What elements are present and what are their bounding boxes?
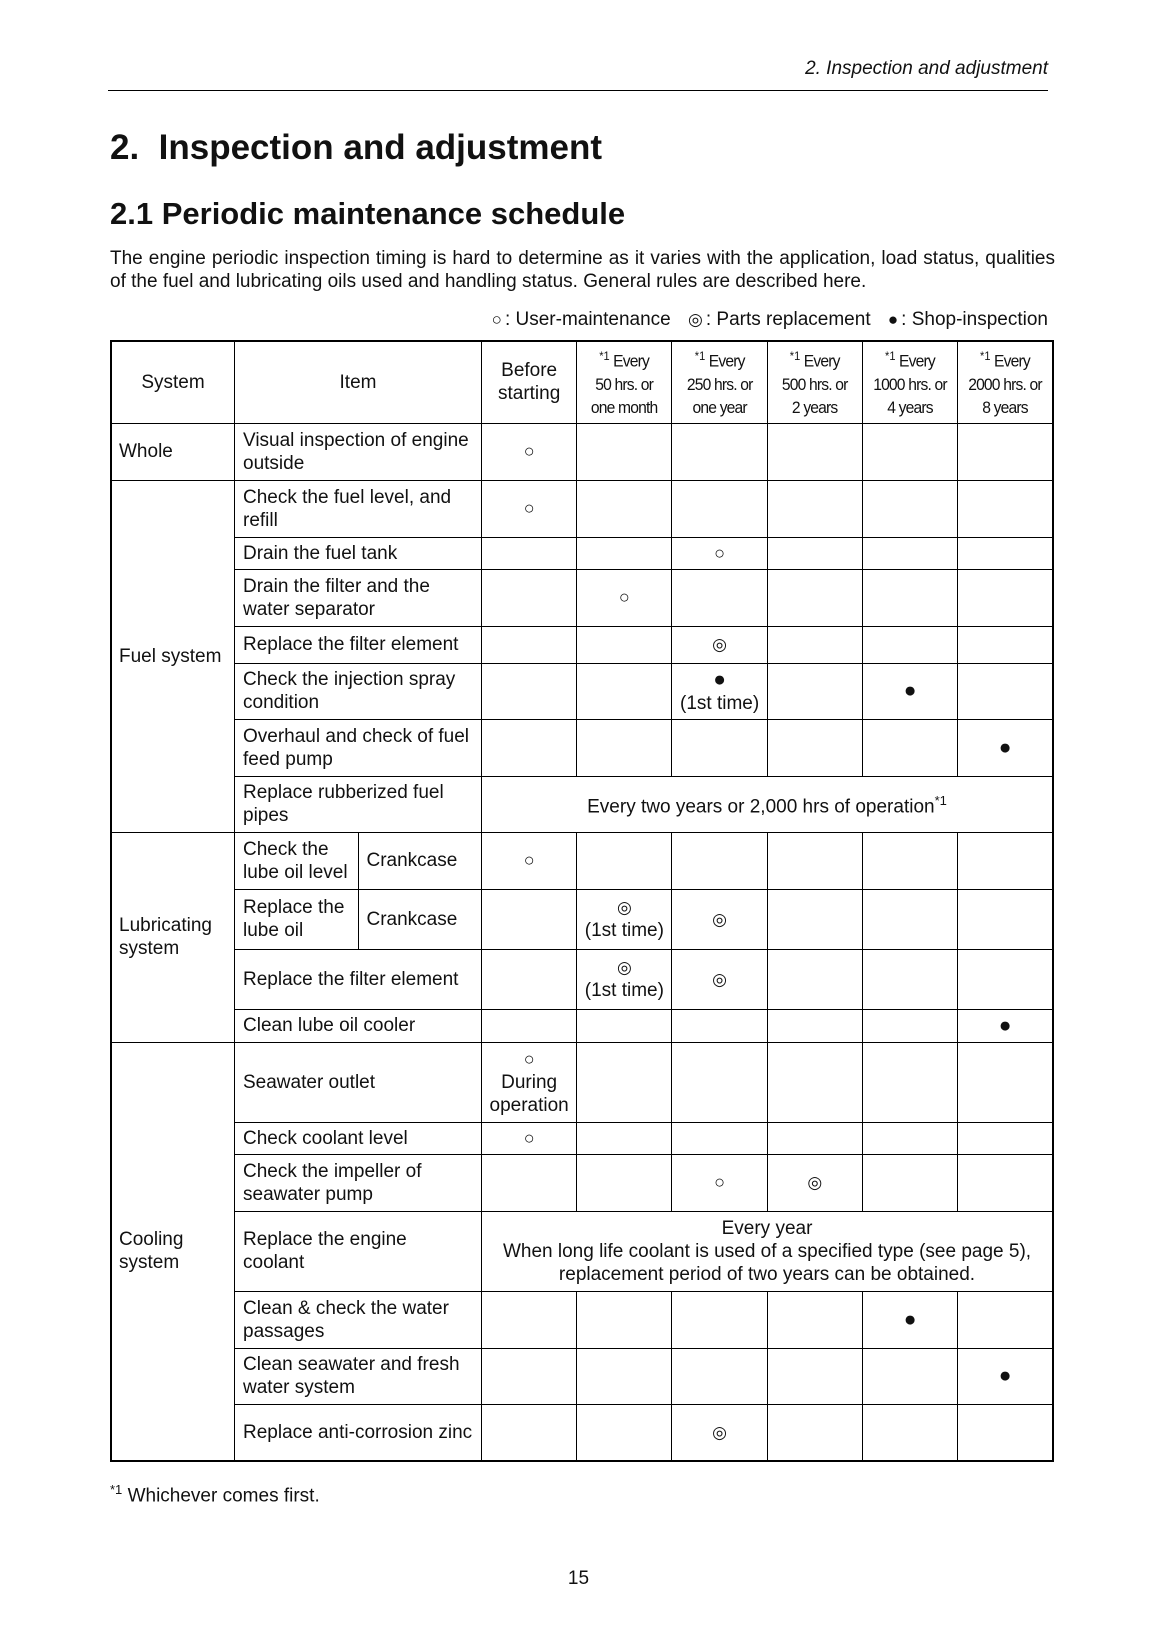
user-maintenance-icon: ○ xyxy=(714,542,726,563)
user-maintenance-icon: ○ xyxy=(491,310,502,329)
section-title: 2.1 Periodic maintenance schedule xyxy=(110,196,626,231)
item-coolant-level: Check coolant level xyxy=(235,1122,482,1154)
system-whole: Whole xyxy=(111,423,235,480)
shop-inspection-icon: ● xyxy=(998,1364,1012,1387)
user-maintenance-icon: ○ xyxy=(523,1048,535,1069)
legend-user-label: : User-maintenance xyxy=(504,309,671,330)
rubberized-pipes-interval: Every two years or 2,000 hrs of operation$^{*1}$ xyxy=(482,776,1053,832)
parts-replacement-icon: ◎ xyxy=(712,635,728,654)
coolant-replacement-note: Every year When long life coolant is used of a specified type (see page 5), replacement period of two years can be obtained. xyxy=(482,1211,1053,1291)
user-maintenance-icon: ○ xyxy=(523,850,535,870)
shop-inspection-icon: ● xyxy=(887,310,899,329)
item-crankcase: Crankcase xyxy=(358,832,482,889)
header-period-250: $^{*1}$ Every 250 hrs. or one year xyxy=(672,341,767,423)
header-period-50: $^{*1}$ Every 50 hrs. or one month xyxy=(577,341,672,423)
symbol-legend xyxy=(110,309,1048,331)
table-row xyxy=(111,626,1053,663)
page-title: 2. Inspection and adjustment xyxy=(110,128,603,167)
header-period-2000: $^{*1}$ Every 2000 hrs. or 8 years xyxy=(958,341,1053,423)
table-row xyxy=(111,719,1053,776)
parts-replacement-icon: ◎ xyxy=(688,310,703,329)
legend-shop-label: : Shop-inspection xyxy=(901,309,1048,330)
item-drain-fuel-tank: Drain the fuel tank xyxy=(235,537,482,569)
table-row xyxy=(111,1122,1053,1154)
item-seawater-outlet: Seawater outlet xyxy=(235,1042,482,1122)
item-clean-lube-cooler: Clean lube oil cooler xyxy=(235,1009,482,1042)
parts-replacement-icon: ◎ xyxy=(712,969,728,989)
item-crankcase: Crankcase xyxy=(358,889,482,949)
table-row xyxy=(111,423,1053,480)
header-rule xyxy=(108,90,1048,91)
item-check-lube-level: Check the lube oil level xyxy=(235,832,359,889)
intro-paragraph: The engine periodic inspection timing is hard to determine as it varies with the application, load status, qualities of the fuel and lubricating oils used and handling status. General rules are described here. xyxy=(110,248,1055,292)
table-row xyxy=(111,1042,1053,1122)
table-row xyxy=(111,1211,1053,1291)
table-row xyxy=(111,889,1053,949)
item-replace-lube-filter: Replace the filter element xyxy=(235,949,482,1009)
parts-replacement-icon: ◎ xyxy=(712,1422,728,1442)
item-drain-filter: Drain the filter and the water separator xyxy=(235,569,482,626)
table-header-row xyxy=(111,341,1053,423)
header-system: System xyxy=(111,341,235,423)
item-anti-corrosion-zinc: Replace anti-corrosion zinc xyxy=(235,1404,482,1461)
parts-replacement-icon: ◎ xyxy=(616,958,632,977)
table-row xyxy=(111,949,1053,1009)
running-header: 2. Inspection and adjustment xyxy=(805,58,1048,79)
table-row xyxy=(111,776,1053,832)
table-row xyxy=(111,1348,1053,1404)
shop-inspection-icon: ● xyxy=(998,735,1012,759)
table-row xyxy=(111,1291,1053,1348)
maintenance-schedule-table xyxy=(110,340,1054,1462)
item-overhaul-feed-pump: Overhaul and check of fuel feed pump xyxy=(235,719,482,776)
parts-replacement-icon: ◎ xyxy=(712,909,728,929)
first-time-note: (1st time) xyxy=(680,692,760,714)
item-water-passages: Clean & check the water passages xyxy=(235,1291,482,1348)
system-cooling: Cooling system xyxy=(111,1042,235,1461)
item-injection-spray: Check the injection spray condition xyxy=(235,663,482,719)
table-row xyxy=(111,1404,1053,1461)
header-period-500: $^{*1}$ Every 500 hrs. or 2 years xyxy=(767,341,862,423)
shop-inspection-icon: ● xyxy=(998,1013,1012,1037)
item-replace-fuel-filter: Replace the filter element xyxy=(235,626,482,663)
system-lubricating: Lubricating system xyxy=(111,832,235,1042)
item-rubberized-pipes: Replace rubberized fuel pipes xyxy=(235,776,482,832)
user-maintenance-icon: ○ xyxy=(523,498,535,518)
shop-inspection-icon: ● xyxy=(903,679,917,702)
page-number: 15 xyxy=(567,1568,590,1589)
user-maintenance-icon: ○ xyxy=(618,587,630,607)
shop-inspection-icon: ● xyxy=(903,1307,917,1331)
table-row xyxy=(111,569,1053,626)
parts-replacement-icon: ◎ xyxy=(807,1173,823,1192)
item-replace-lube-oil: Replace the lube oil xyxy=(235,889,359,949)
during-operation-note: During operation xyxy=(489,1071,569,1116)
item-impeller: Check the impeller of seawater pump xyxy=(235,1154,482,1211)
user-maintenance-icon: ○ xyxy=(714,1172,726,1192)
table-row xyxy=(111,1009,1053,1042)
table-row xyxy=(111,480,1053,537)
item-replace-coolant: Replace the engine coolant xyxy=(235,1211,482,1291)
item-fuel-level: Check the fuel level, and refill xyxy=(235,480,482,537)
system-fuel: Fuel system xyxy=(111,480,235,832)
user-maintenance-icon: ○ xyxy=(523,1127,535,1148)
first-time-note: (1st time) xyxy=(584,920,664,941)
header-before-starting: Before starting xyxy=(482,341,577,423)
table-row xyxy=(111,663,1053,719)
first-time-note: (1st time) xyxy=(584,980,664,1001)
user-maintenance-icon: ○ xyxy=(523,441,535,461)
footnote: $^{*1}$ Whichever comes first. xyxy=(110,1482,320,1507)
table-row xyxy=(111,1154,1053,1211)
header-period-1000: $^{*1}$ Every 1000 hrs. or 4 years xyxy=(862,341,957,423)
legend-parts-label: : Parts replacement xyxy=(705,309,871,330)
header-item: Item xyxy=(235,341,482,423)
item-visual-inspection: Visual inspection of engine outside xyxy=(235,423,482,480)
item-clean-seawater-system: Clean seawater and fresh water system xyxy=(235,1348,482,1404)
table-row xyxy=(111,832,1053,889)
shop-inspection-icon: ● xyxy=(713,667,726,691)
parts-replacement-icon: ◎ xyxy=(616,898,632,917)
table-row xyxy=(111,537,1053,569)
